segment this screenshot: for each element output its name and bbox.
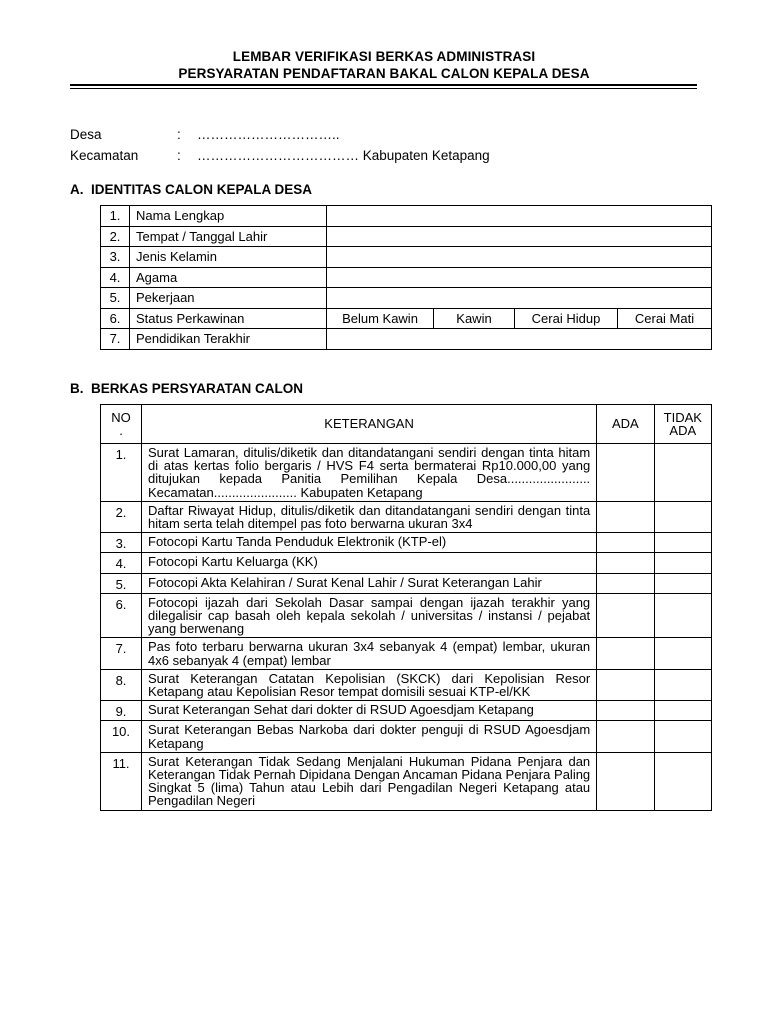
row-number: 1. bbox=[101, 206, 130, 227]
row-number: 3. bbox=[101, 533, 142, 553]
row-number: 6. bbox=[101, 593, 142, 638]
ada-checkbox-cell[interactable] bbox=[597, 553, 654, 573]
table-row bbox=[101, 669, 712, 700]
ada-checkbox-cell[interactable] bbox=[597, 752, 654, 810]
row-number: 7. bbox=[101, 638, 142, 669]
table-row bbox=[101, 308, 712, 329]
row-label: Pendidikan Terakhir bbox=[130, 329, 327, 350]
column-header-keterangan: KETERANGAN bbox=[142, 405, 597, 444]
tidak-ada-checkbox-cell[interactable] bbox=[654, 752, 711, 810]
status-option-kawin[interactable]: Kawin bbox=[434, 308, 515, 329]
tidak-ada-checkbox-cell[interactable] bbox=[654, 573, 711, 593]
tidak-ada-checkbox-cell[interactable] bbox=[654, 701, 711, 721]
desa-label: Desa bbox=[70, 127, 102, 142]
tidak-ada-checkbox-cell[interactable] bbox=[654, 721, 711, 752]
ada-checkbox-cell[interactable] bbox=[597, 721, 654, 752]
tidak-ada-checkbox-cell[interactable] bbox=[654, 669, 711, 700]
table-row bbox=[101, 267, 712, 288]
table-row bbox=[101, 226, 712, 247]
pendidikan-terakhir-field[interactable] bbox=[327, 329, 712, 350]
row-number: 3. bbox=[101, 247, 130, 268]
section-a-heading: A. IDENTITAS CALON KEPALA DESA bbox=[70, 182, 313, 197]
row-keterangan: Surat Keterangan Catatan Kepolisian (SKCK) dari Kepolisian Resor Ketapang atau Kepolisian Resor tempat domisili sesuai KTP-el/KK bbox=[142, 669, 597, 700]
row-keterangan: Surat Keterangan Sehat dari dokter di RSUD Agoesdjam Ketapang bbox=[142, 701, 597, 721]
tidak-ada-checkbox-cell[interactable] bbox=[654, 593, 711, 638]
kecamatan-value: ……………………………… Kabupaten Ketapang bbox=[197, 148, 490, 163]
nama-lengkap-field[interactable] bbox=[327, 206, 712, 227]
row-number: 6. bbox=[101, 308, 130, 329]
document-title-line-1: LEMBAR VERIFIKASI BERKAS ADMINISTRASI bbox=[232, 49, 536, 64]
row-number: 4. bbox=[101, 553, 142, 573]
row-keterangan: Surat Keterangan Bebas Narkoba dari dokter penguji di RSUD Agoesdjam Ketapang bbox=[142, 721, 597, 752]
table-header-row bbox=[101, 405, 712, 444]
row-number: 10. bbox=[101, 721, 142, 752]
table-row bbox=[101, 701, 712, 721]
row-label: Tempat / Tanggal Lahir bbox=[130, 226, 327, 247]
ada-checkbox-cell[interactable] bbox=[597, 573, 654, 593]
ada-checkbox-cell[interactable] bbox=[597, 638, 654, 669]
row-number: 1. bbox=[101, 444, 142, 502]
row-keterangan: Fotocopi ijazah dari Sekolah Dasar sampai dengan ijazah terakhir yang dilegalisir cap basah oleh kepala sekolah / universitas / instansi / pejabat yang berwenang bbox=[142, 593, 597, 638]
ada-checkbox-cell[interactable] bbox=[597, 444, 654, 502]
tidak-ada-checkbox-cell[interactable] bbox=[654, 638, 711, 669]
row-number: 5. bbox=[101, 573, 142, 593]
desa-colon: : bbox=[177, 127, 181, 142]
agama-field[interactable] bbox=[327, 267, 712, 288]
row-label: Pekerjaan bbox=[130, 288, 327, 309]
requirements-table bbox=[100, 404, 712, 811]
table-row bbox=[101, 752, 712, 810]
column-header-no: NO . bbox=[101, 405, 142, 444]
row-label: Jenis Kelamin bbox=[130, 247, 327, 268]
row-number: 4. bbox=[101, 267, 130, 288]
tidak-ada-checkbox-cell[interactable] bbox=[654, 533, 711, 553]
column-header-tidak-ada: TIDAK ADA bbox=[654, 405, 711, 444]
title-rule-thin bbox=[70, 88, 697, 89]
kecamatan-label: Kecamatan bbox=[70, 148, 139, 163]
table-row bbox=[101, 288, 712, 309]
ada-checkbox-cell[interactable] bbox=[597, 701, 654, 721]
tempat-tanggal-lahir-field[interactable] bbox=[327, 226, 712, 247]
table-row bbox=[101, 501, 712, 532]
document-title-line-2: PERSYARATAN PENDAFTARAN BAKAL CALON KEPALA DESA bbox=[178, 66, 590, 81]
table-row bbox=[101, 593, 712, 638]
column-header-ada: ADA bbox=[597, 405, 654, 444]
row-keterangan: Daftar Riwayat Hidup, ditulis/diketik dan ditandatangani sendiri dengan tinta hitam serta telah ditempel pas foto berwarna ukuran 3x4 bbox=[142, 501, 597, 532]
table-row bbox=[101, 721, 712, 752]
row-label: Agama bbox=[130, 267, 327, 288]
table-row bbox=[101, 553, 712, 573]
row-keterangan: Pas foto terbaru berwarna ukuran 3x4 sebanyak 4 (empat) lembar, ukuran 4x6 sebanyak 4 (empat) lembar bbox=[142, 638, 597, 669]
row-keterangan: Fotocopi Kartu Tanda Penduduk Elektronik (KTP-el) bbox=[142, 533, 597, 553]
status-option-cerai-hidup[interactable]: Cerai Hidup bbox=[515, 308, 618, 329]
row-keterangan: Fotocopi Akta Kelahiran / Surat Kenal Lahir / Surat Keterangan Lahir bbox=[142, 573, 597, 593]
row-keterangan: Surat Lamaran, ditulis/diketik dan ditandatangani sendiri dengan tinta hitam di atas kertas folio bergaris / HVS F4 serta bermaterai Rp10.000,00 yang ditujukan kepada Panitia Pemilihan Kepala Desa....................... Kecamatan....................... Kabupaten Ketapang bbox=[142, 444, 597, 502]
row-number: 9. bbox=[101, 701, 142, 721]
table-row bbox=[101, 638, 712, 669]
row-label: Status Perkawinan bbox=[130, 308, 327, 329]
ada-checkbox-cell[interactable] bbox=[597, 533, 654, 553]
title-rule-thick bbox=[70, 84, 697, 86]
identity-table bbox=[100, 205, 712, 350]
table-row bbox=[101, 444, 712, 502]
row-number: 7. bbox=[101, 329, 130, 350]
row-number: 2. bbox=[101, 501, 142, 532]
table-row bbox=[101, 533, 712, 553]
table-row bbox=[101, 329, 712, 350]
section-b-heading: B. BERKAS PERSYARATAN CALON bbox=[70, 381, 304, 396]
desa-value: ………………………….. bbox=[197, 127, 340, 142]
pekerjaan-field[interactable] bbox=[327, 288, 712, 309]
ada-checkbox-cell[interactable] bbox=[597, 669, 654, 700]
jenis-kelamin-field[interactable] bbox=[327, 247, 712, 268]
ada-checkbox-cell[interactable] bbox=[597, 501, 654, 532]
tidak-ada-checkbox-cell[interactable] bbox=[654, 501, 711, 532]
tidak-ada-checkbox-cell[interactable] bbox=[654, 553, 711, 573]
row-label: Nama Lengkap bbox=[130, 206, 327, 227]
row-number: 11. bbox=[101, 752, 142, 810]
status-option-cerai-mati[interactable]: Cerai Mati bbox=[618, 308, 712, 329]
ada-checkbox-cell[interactable] bbox=[597, 593, 654, 638]
tidak-ada-checkbox-cell[interactable] bbox=[654, 444, 711, 502]
table-row bbox=[101, 247, 712, 268]
table-row bbox=[101, 206, 712, 227]
row-keterangan: Fotocopi Kartu Keluarga (KK) bbox=[142, 553, 597, 573]
table-row bbox=[101, 573, 712, 593]
row-number: 8. bbox=[101, 669, 142, 700]
row-number: 5. bbox=[101, 288, 130, 309]
status-option-belum-kawin[interactable]: Belum Kawin bbox=[327, 308, 434, 329]
row-keterangan: Surat Keterangan Tidak Sedang Menjalani Hukuman Pidana Penjara dan Keterangan Tidak Pernah Dipidana Dengan Ancaman Pidana Penjara Paling Singkat 5 (lima) Tahun atau Lebih dari Pengadilan Negeri Ketapang atau Pengadilan Negeri bbox=[142, 752, 597, 810]
row-number: 2. bbox=[101, 226, 130, 247]
kecamatan-colon: : bbox=[177, 148, 181, 163]
